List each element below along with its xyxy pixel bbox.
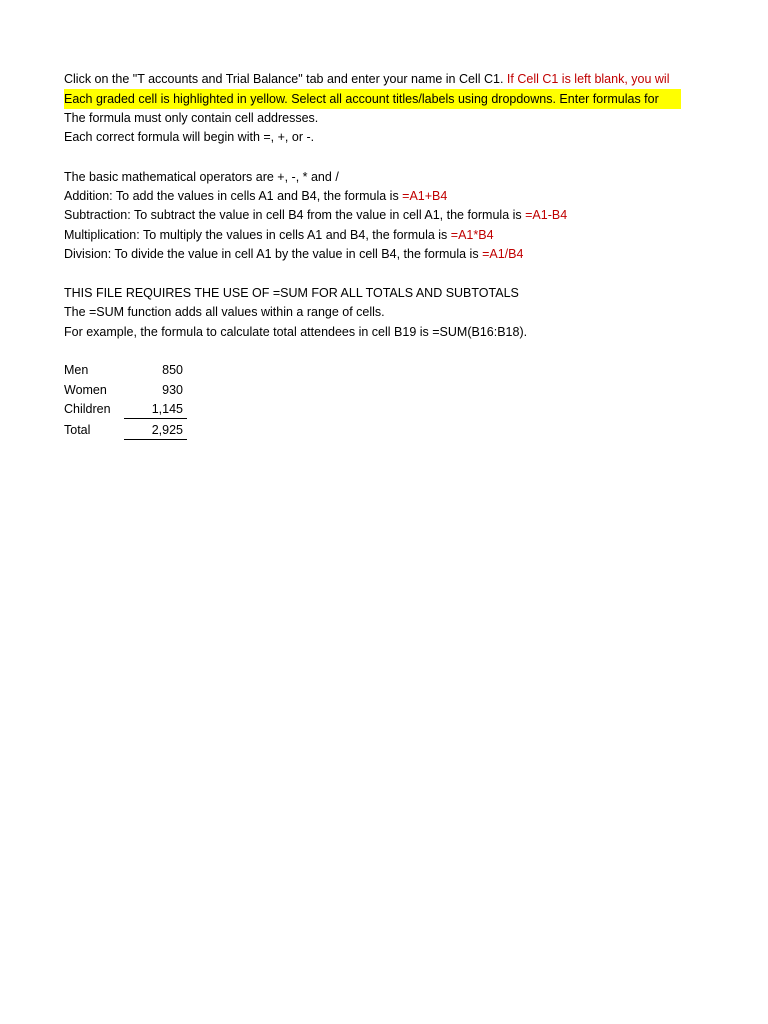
sum-description-line (64, 302, 385, 322)
table-row-label: Children (64, 402, 111, 416)
sum-heading: THIS FILE REQUIRES THE USE OF =SUM FOR ALL TOTALS AND SUBTOTALS (64, 286, 519, 300)
highlighted-instruction-line (64, 89, 681, 109)
graded-cells-instruction: Each graded cell is highlighted in yellow. Select all account titles/labels using dropdowns. Enter formulas for (64, 92, 659, 106)
division-text: Division: To divide the value in cell A1 by the value in cell B4, the formula is (64, 247, 483, 261)
multiplication-text: Multiplication: To multiply the values in cells A1 and B4, the formula is (64, 228, 451, 242)
subtotal-underline (124, 418, 187, 419)
subtraction-formula: =A1-B4 (525, 208, 568, 222)
table-row-value: 930 (162, 383, 183, 397)
total-value: 2,925 (151, 423, 183, 437)
instruction-name-entry-text: Click on the "T accounts and Trial Balance" tab and enter your name in Cell C1. (64, 72, 507, 86)
total-label: Total (64, 423, 91, 437)
division-line (64, 244, 523, 264)
multiplication-formula: =A1*B4 (450, 228, 494, 242)
subtraction-text: Subtraction: To subtract the value in cell B4 from the value in cell A1, the formula is (64, 208, 526, 222)
formula-rule-line (64, 108, 318, 128)
operators-intro-text: The basic mathematical operators are +, -, * and / (64, 170, 339, 184)
multiplication-line (64, 225, 494, 245)
sum-description: The =SUM function adds all values within a range of cells. (64, 305, 385, 319)
subtraction-line (64, 205, 567, 225)
table-row-value: 1,145 (151, 402, 183, 416)
blank-cell-warning: If Cell C1 is left blank, you wil (506, 72, 670, 86)
sum-example-line (64, 322, 527, 342)
sum-example: For example, the formula to calculate total attendees in cell B19 is =SUM(B16:B18). (64, 325, 528, 339)
table-row-label: Men (64, 363, 89, 377)
addition-line (64, 186, 447, 206)
addition-formula: =A1+B4 (402, 189, 448, 203)
table-row-label: Women (64, 383, 107, 397)
formula-begin-line (64, 127, 314, 147)
total-underline (124, 439, 187, 440)
addition-text: Addition: To add the values in cells A1 and B4, the formula is (64, 189, 403, 203)
table-row-value: 850 (162, 363, 183, 377)
instruction-line-name-entry (64, 69, 669, 89)
sum-heading-line (64, 283, 519, 303)
division-formula: =A1/B4 (482, 247, 524, 261)
formula-begin-text: Each correct formula will begin with =, +, or -. (64, 130, 315, 144)
formula-rule-text: The formula must only contain cell addresses. (64, 111, 319, 125)
operators-intro-line (64, 167, 339, 187)
